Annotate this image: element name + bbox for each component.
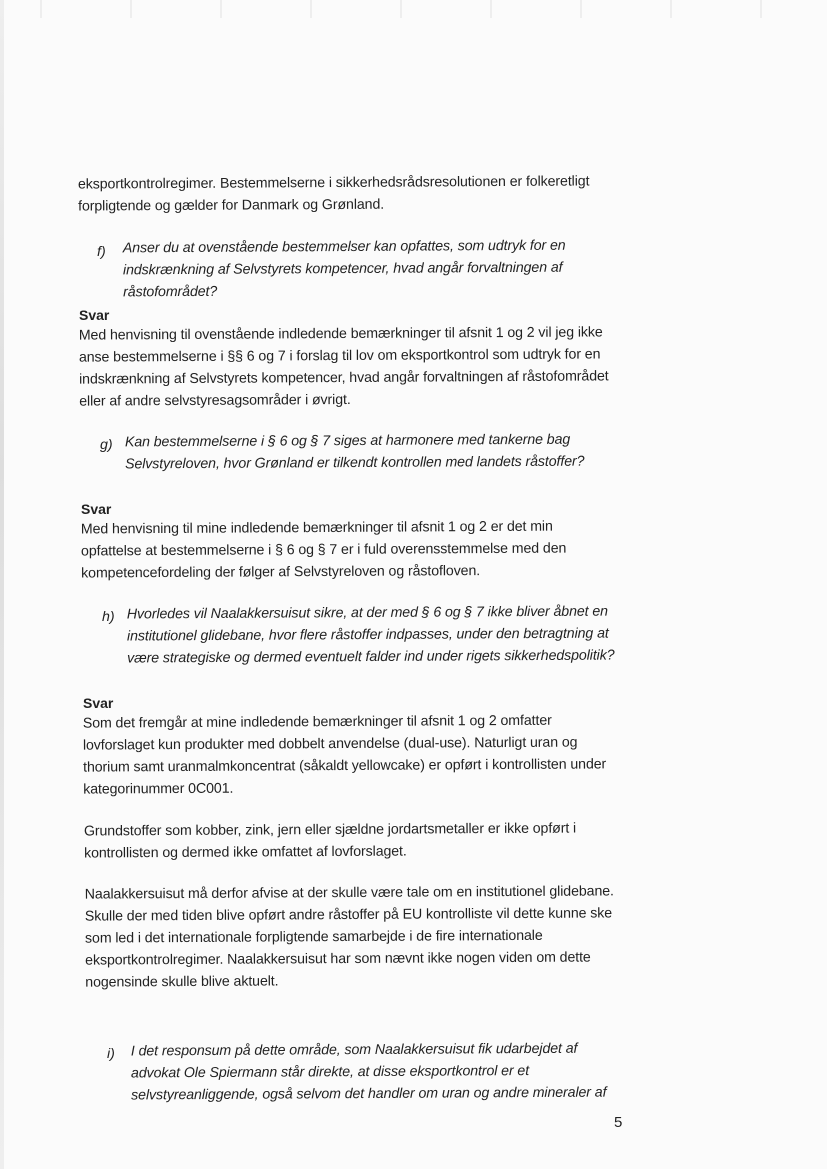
text-line: lovforslaget kun produkter med dobbelt anvendelse (dual-use). Naturligt uran og: [82, 734, 578, 754]
text-line: som led i det internationale forpligtende samarbejde i de fire internationale: [84, 927, 543, 947]
text-line: eksportkontrolregimer. Naalakkersuisut har som nævnt ikke nogen viden om dette: [85, 949, 591, 969]
text-line: nogensinde skulle blive aktuelt.: [85, 973, 279, 991]
text-line: Skulle der med tiden blive opført andre råstoffer på EU kontrolliste vil dette kunne ske: [84, 905, 613, 925]
answer-h-paragraph-3: [85, 880, 615, 993]
answer-f: [79, 321, 609, 412]
question-line: være strategiske og dermed eventuelt falder ind under rigets sikkerhedspolitik?: [127, 647, 615, 667]
question-line: advokat Ole Spiermann står direkte, at disse eksportkontrol er et: [130, 1063, 530, 1082]
intro-paragraph: [78, 170, 590, 217]
text-line: eksportkontrolregimer. Bestemmelserne i sikkerhedsrådsresolutionen er folkeretligt: [77, 173, 590, 193]
question-line: Kan bestemmelserne i § 6 og § 7 siges at harmonere med tankerne bag: [124, 431, 571, 451]
answer-h-label: Svar: [83, 695, 114, 711]
text-line: Naalakkersuisut må derfor afvise at der skulle være tale om en institutionel glidebane.: [84, 883, 614, 903]
text-line: anse bestemmelserne i §§ 6 og 7 i forslag til lov om eksportkontrol som udtryk for en: [78, 346, 601, 366]
question-line: indskrænkning af Selvstyrets kompetencer, hvad angår forvaltningen af: [122, 259, 563, 279]
text-line: kompetencefordeling der følger af Selvstyreloven og råstofloven.: [81, 563, 481, 582]
answer-h-paragraph-2: [84, 817, 576, 864]
question-line: institutionel glidebane, hvor flere råstoffer indpasses, under den betragtning at: [126, 625, 609, 645]
question-line: I det responsum på dette område, som Naalakkersuisut fik udarbejdet af: [130, 1040, 578, 1060]
text-line: Med henvisning til mine indledende bemærkninger til afsnit 1 og 2 er det min: [80, 518, 553, 538]
text-line: thorium samt uranmalmkoncentrat (såkaldt yellowcake) er opført i kontrollisten under: [83, 756, 607, 776]
question-line: Selvstyreloven, hvor Grønland er tilkendt kontrollen med landets råstoffer?: [125, 453, 585, 473]
answer-h-paragraph-1: [83, 709, 607, 800]
question-g: [125, 429, 585, 476]
text-line: Grundstoffer som kobber, zink, jern eller sjældne jordartsmetaller er ikke opført i: [83, 820, 577, 840]
text-line: kontrollisten og dermed ikke omfattet af lovforslaget.: [84, 843, 407, 862]
question-i-letter: i): [107, 1046, 115, 1062]
text-line: opfattelse at bestemmelserne i § 6 og § 7 er i fuld overensstemmelse med den: [80, 540, 567, 560]
text-line: indskrænkning af Selvstyrets kompetencer, hvad angår forvaltningen af råstofområdet: [79, 368, 609, 388]
text-line: forpligtende og gælder for Danmark og Grønland.: [78, 196, 385, 215]
text-line: kategorinummer 0C001.: [83, 780, 234, 798]
question-h: [127, 601, 615, 670]
text-line: Med henvisning til ovenstående indledende bemærkninger til afsnit 1 og 2 vil jeg ikke: [78, 324, 603, 344]
question-line: Hvorledes vil Naalakkersuisut sikre, at der med § 6 og § 7 ikke bliver åbnet en: [126, 603, 608, 623]
question-g-letter: g): [100, 437, 113, 453]
answer-f-label: Svar: [79, 307, 110, 323]
question-f: [123, 235, 566, 304]
question-line: Anser du at ovenstående bestemmelser kan opfattes, som udtryk for en: [122, 237, 566, 257]
text-line: eller af andre selvstyresagsområder i øvrigt.: [79, 391, 351, 410]
text-line: Som det fremgår at mine indledende bemærkninger til afsnit 1 og 2 omfatter: [82, 712, 552, 732]
answer-g-label: Svar: [81, 501, 112, 517]
question-line: råstofområdet?: [123, 283, 218, 301]
scan-artifact: [0, 0, 827, 18]
question-f-letter: f): [97, 244, 106, 260]
answer-g: [81, 516, 567, 585]
page-edge: [0, 0, 4, 1169]
question-h-letter: h): [102, 609, 115, 625]
question-line: selvstyreanliggende, også selvom det handler om uran og andre mineraler af: [131, 1084, 607, 1104]
page-number: 5: [614, 1114, 623, 1131]
question-i: [131, 1038, 607, 1107]
